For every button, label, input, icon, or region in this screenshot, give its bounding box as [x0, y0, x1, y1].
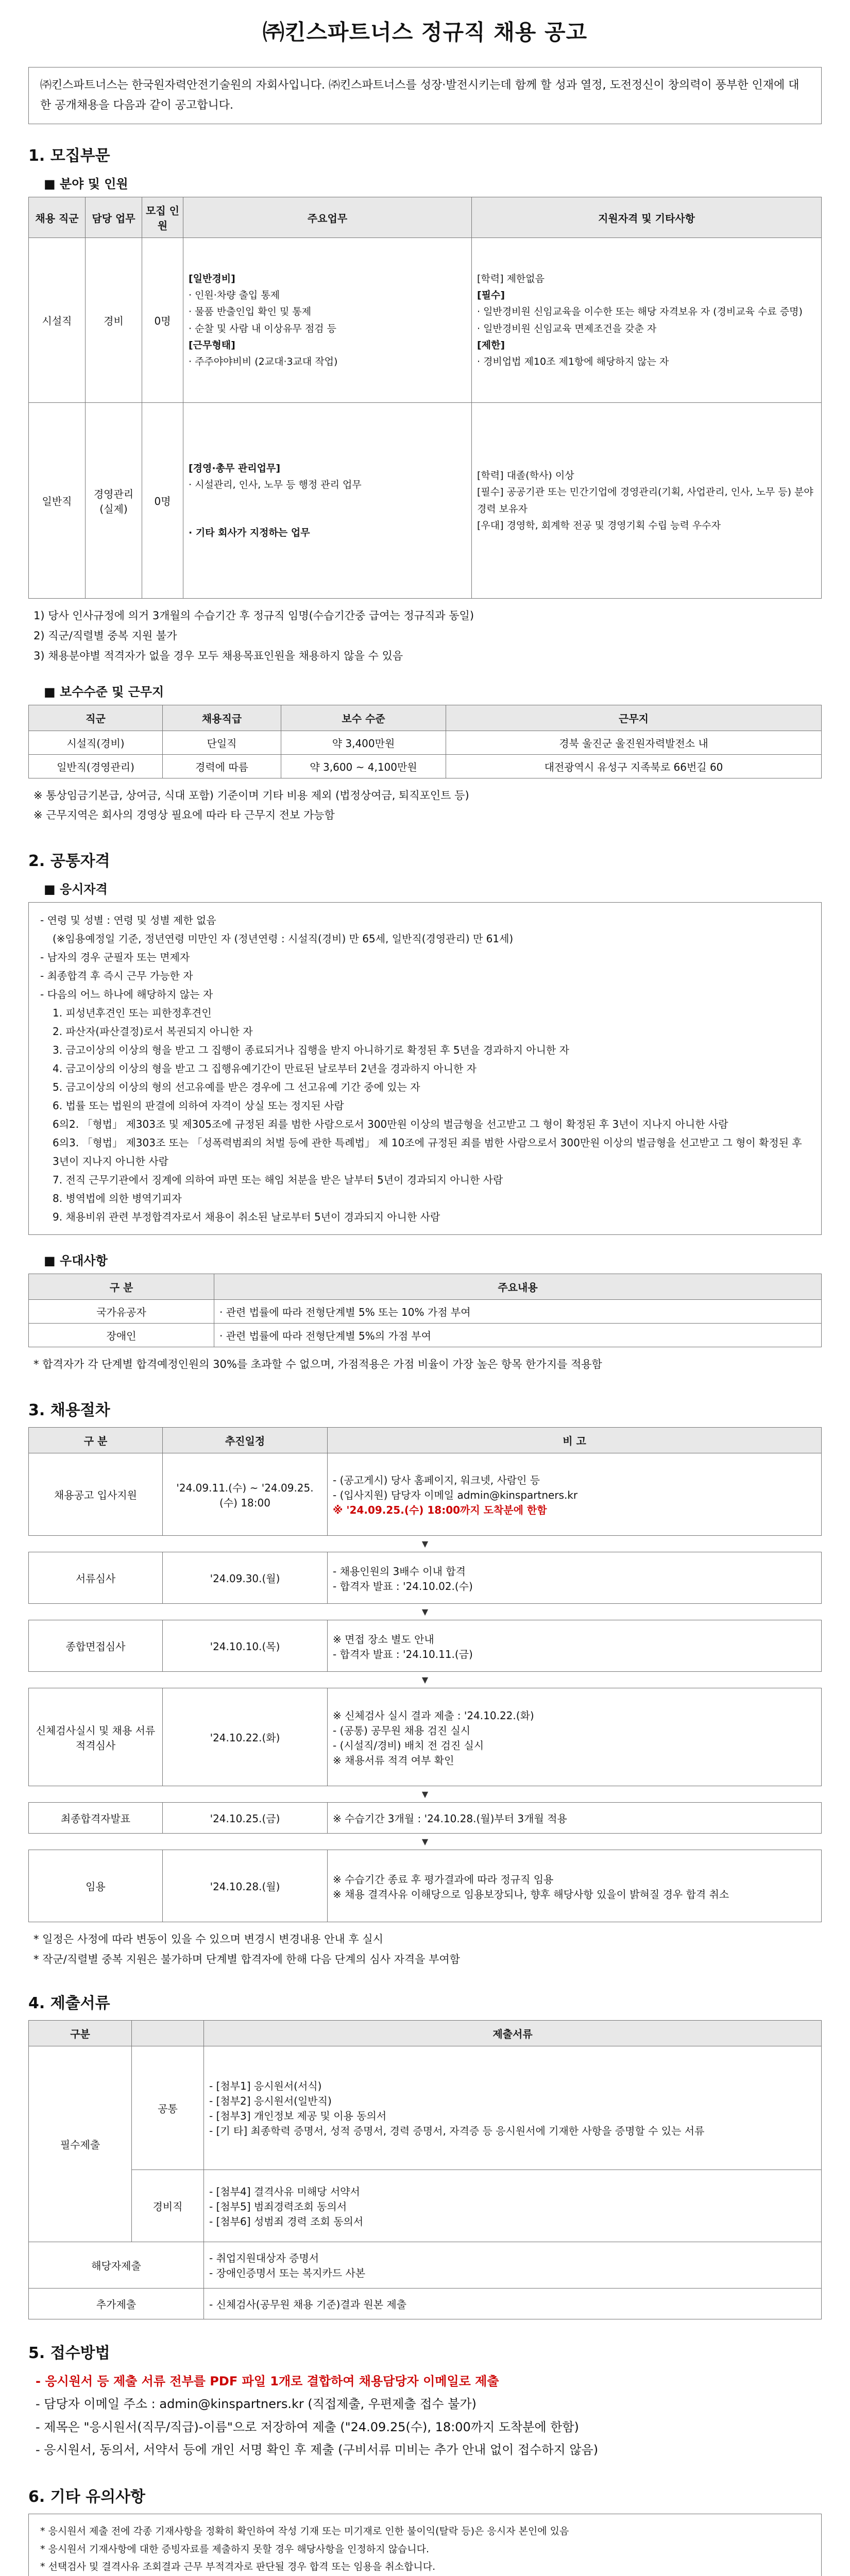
qual-item: - 남자의 경우 군필자 또는 면제자: [40, 951, 190, 964]
note-line: ※ 근무지역은 회사의 경영상 필요에 따라 타 근무지 전보 가능함: [33, 809, 335, 822]
doc-subgroup: 공통: [132, 2046, 204, 2170]
qual-line: [우대] 경영학, 회계학 전공 및 경영기획 수립 능력 우수자: [477, 519, 721, 531]
pay-cell: 일반직(경영관리): [29, 754, 163, 778]
qualification-box: [28, 902, 822, 1235]
pay-header: 보수 수준: [281, 705, 446, 731]
doc-item: - [첨부4] 결격사유 미해당 서약서: [209, 2185, 360, 2198]
doc-item: - 취업지원대상자 증명서: [209, 2252, 319, 2265]
table-row: [29, 1850, 822, 1922]
note-line: ※ 통상임금기본급, 상여금, 식대 포함) 기준이며 기타 비용 제외 (법정상여금, 퇴직포인트 등): [33, 789, 469, 802]
process-schedule: '24.10.10.(목): [163, 1620, 328, 1672]
duty-line: · 물품 반출인입 확인 및 통제: [189, 306, 312, 318]
pref-header: 주요내용: [214, 1274, 822, 1300]
qual-item: 6의2. 「형법」 제303조 및 제305조에 규정된 죄를 범한 사람으로서 300만원 이상의 벌금형을 선고받고 그 형이 확정된 후 3년이 지나지 아니한 사람: [53, 1118, 728, 1131]
recruit-header: 채용 직군: [29, 197, 86, 238]
table-row: [29, 731, 822, 754]
notice-item: * 응시원서 기재사항에 대한 증빙자료를 제출하지 못할 경우 해당사항을 인정하지 않습니다.: [40, 2543, 430, 2555]
doc-item: - 신체검사(공무원 채용 기준)결과 원본 제출: [204, 2288, 822, 2319]
note-line: - 채용인원의 3배수 이내 합격: [333, 1565, 466, 1578]
note-line: ※ 수습기간 종료 후 평가결과에 따라 정규직 임용: [333, 1873, 554, 1886]
note-line: - (입사지원) 담당자 이메일 admin@kinspartners.kr: [333, 1489, 578, 1502]
note-line: - 합격자 발표 : '24.10.11.(금): [333, 1648, 473, 1660]
qual-item: - 다음의 어느 하나에 해당하지 않는 자: [40, 988, 213, 1001]
down-arrow-icon: ▼: [421, 1837, 429, 1847]
recruit-group: 시설직: [29, 238, 86, 403]
process-stage: 서류심사: [29, 1552, 163, 1604]
recruit-header: 지원자격 및 기타사항: [472, 197, 822, 238]
doc-items: [204, 2242, 822, 2288]
table-row: [29, 2046, 822, 2170]
doc-group: 추가제출: [29, 2288, 204, 2319]
note-line: - (공통) 공무원 채용 검진 실시: [333, 1724, 471, 1737]
doc-header: 구분: [29, 2020, 132, 2046]
qual-item: 9. 채용비위 관련 부정합격자로서 채용이 취소된 날로부터 5년이 경과되지 아니한 사람: [53, 1211, 440, 1224]
doc-item: - 장애인증명서 또는 복지카드 사본: [209, 2267, 366, 2280]
duty-line: [일반경비]: [189, 273, 235, 284]
preference-table: [28, 1274, 822, 1347]
doc-group: 필수제출: [29, 2046, 132, 2242]
recruit-header: 모집 인원: [142, 197, 183, 238]
intro-box: ㈜킨스파트너스는 한국원자력안전기술원의 자회사입니다. ㈜킨스파트너스를 성장·발전시키는데 함께 할 성과 열정, 도전정신이 창의력이 풍부한 인재에 대한 공개채용을 다음과 같이 공고합니다.: [28, 67, 822, 124]
doc-items: [204, 2170, 822, 2242]
note-line: * 작군/직렬별 중복 지원은 불가하며 단계별 합격자에 한해 다음 단계의 심사 자격을 부여함: [33, 1953, 460, 1965]
pay-cell: 경북 울진군 울진원자력발전소 내: [446, 731, 822, 754]
process-notes: [328, 1453, 822, 1536]
doc-header: [132, 2020, 204, 2046]
process-schedule: '24.09.11.(수) ~ '24.09.25.(수) 18:00: [163, 1453, 328, 1536]
documents-table: [28, 2020, 822, 2319]
notice-item: * 응시원서 제출 전에 각종 기재사항을 정확히 확인하여 작성 기재 또는 미기재로 인한 불이익(탈락 등)은 응시자 본인에 있음: [40, 2526, 569, 2537]
qual-item: 3. 금고이상의 이상의 형을 받고 그 집행이 종료되거나 집행을 받지 아니하기로 확정된 후 5년을 경과하지 아니한 자: [53, 1044, 569, 1057]
qual-line: [학력] 대졸(학사) 이상: [477, 469, 574, 481]
process-table: [28, 1427, 822, 1922]
recruit-duties: [183, 403, 472, 599]
table-row: [29, 1552, 822, 1604]
note-line: - (시설직/경비) 배치 전 검진 실시: [333, 1739, 484, 1752]
pay-header: 근무지: [446, 705, 822, 731]
process-schedule: '24.09.30.(월): [163, 1552, 328, 1604]
apply-item: - 응시원서 등 제출 서류 전부를 PDF 파일 1개로 결합하여 채용담당자 이메일로 제출: [36, 2374, 499, 2388]
recruit-notes: [33, 606, 822, 666]
pay-cell: 약 3,600 ~ 4,100만원: [281, 754, 446, 778]
process-header: 구 분: [29, 1428, 163, 1453]
process-notes: [328, 1620, 822, 1672]
process-header: 비 고: [328, 1428, 822, 1453]
note-line: - 합격자 발표 : '24.10.02.(수): [333, 1580, 473, 1592]
down-arrow-icon: ▼: [421, 1675, 429, 1685]
note-line: ※ 면접 장소 별도 안내: [333, 1633, 434, 1646]
qual-line: [학력] 제한없음: [477, 273, 545, 284]
qual-line: · 일반경비원 신임교육 면제조건을 갖춘 자: [477, 323, 657, 334]
recruit-duties: [183, 238, 472, 403]
table-row: [29, 1453, 822, 1536]
pref-header: 구 분: [29, 1274, 214, 1300]
process-stage: 최종합격자발표: [29, 1803, 163, 1834]
process-schedule: '24.10.22.(화): [163, 1688, 328, 1786]
process-notes: [328, 1850, 822, 1922]
doc-item: - [첨부6] 성범죄 경력 조회 동의서: [209, 2215, 364, 2228]
qual-line: [필수] 공공기관 또는 민간기업에 경영관리(기획, 사업관리, 인사, 노무 등) 분야 경력 보유자: [477, 486, 813, 515]
recruit-group: 일반직: [29, 403, 86, 599]
table-row: [29, 1803, 822, 1834]
pay-cell: 약 3,400만원: [281, 731, 446, 754]
qual-item: 5. 금고이상의 이상의 형의 선고유예를 받은 경우에 그 선고유예 기간 중에 있는 자: [53, 1081, 420, 1094]
doc-item: - [첨부2] 응시원서(일반직): [209, 2095, 332, 2108]
note-line: ※ 채용서류 적격 여부 확인: [333, 1754, 454, 1767]
section-2-title: 2. 공통자격: [28, 852, 110, 871]
pref-cell: 국가유공자: [29, 1300, 214, 1324]
recruit-header: 담당 업무: [86, 197, 142, 238]
doc-items: [204, 2046, 822, 2170]
page-title: ㈜킨스파트너스 정규직 채용 공고: [262, 20, 588, 45]
pay-cell: 단일직: [163, 731, 281, 754]
apply-item: - 제목은 "응시원서(직무/직급)-이름"으로 저장하여 제출 ("24.09.25(수), 18:00까지 도착분에 한함): [36, 2419, 579, 2434]
table-row: [29, 2242, 822, 2288]
duty-line: [경영·총무 관리업무]: [189, 463, 281, 474]
apply-item: - 담당자 이메일 주소 : admin@kinspartners.kr (직접제출, 우편제출 접수 불가): [36, 2397, 477, 2412]
qual-item: (※임용예정일 기준, 정년연령 미만인 자 (정년연령 : 시설직(경비) 만 65세, 일반직(경영관리) 만 61세): [53, 933, 514, 945]
table-row: [29, 2288, 822, 2319]
duty-line: · 순찰 및 사람 내 이상유무 점검 등: [189, 323, 336, 334]
section-1-sub1: ■ 분야 및 인원: [44, 177, 128, 191]
process-stage: 신체검사실시 및 채용 서류 적격심사: [29, 1688, 163, 1786]
notice-item: * 선택검사 및 결격사유 조회결과 근무 부적격자로 판단될 경우 합격 또는 임용을 취소합니다.: [40, 2561, 436, 2572]
process-stage: 종합면접심사: [29, 1620, 163, 1672]
recruit-count: 0명: [142, 403, 183, 599]
pref-cell: · 관련 법률에 따라 전형단계별 5% 또는 10% 가점 부여: [214, 1300, 822, 1324]
doc-item: - [첨부3] 개인정보 제공 및 이용 동의서: [209, 2110, 387, 2123]
qual-item: - 최종합격 후 즉시 근무 가능한 자: [40, 970, 193, 982]
process-stage: 채용공고 입사지원: [29, 1453, 163, 1536]
section-4-title: 4. 제출서류: [28, 1994, 110, 2012]
qual-item: 4. 금고이상의 이상의 형을 받고 그 집행유예기간이 만료된 날로부터 2년을 경과하지 아니한 자: [53, 1062, 477, 1075]
qual-item: 7. 전직 근무기관에서 징계에 의하여 파면 또는 해임 처분을 받은 날부터 5년이 경과되지 아니한 사람: [53, 1174, 503, 1187]
duty-line: · 주주야야비비 (2교대·3교대 작업): [189, 356, 338, 368]
table-row: [29, 1300, 822, 1324]
table-row: [29, 2170, 822, 2242]
qual-line: [제한]: [477, 339, 505, 351]
recruit-header: 주요업무: [183, 197, 472, 238]
note-line: - (공고게시) 당사 홈페이지, 워크넷, 사람인 등: [333, 1474, 540, 1487]
note-line: ※ '24.09.25.(수) 18:00까지 도착분에 한함: [333, 1504, 547, 1517]
pref-note: * 합격자가 각 단계별 합격예정인원의 30%를 초과할 수 없으며, 가점적용은 가점 비율이 가장 높은 항목 한가지를 적용함: [33, 1358, 602, 1371]
section-1-sub2: ■ 보수수준 및 근무지: [44, 684, 164, 699]
notice-box: [28, 2514, 822, 2576]
doc-item: - [첨부1] 응시원서(서식): [209, 2080, 322, 2093]
pref-cell: 장애인: [29, 1324, 214, 1347]
note-line: ※ 신체검사 실시 결과 제출 : '24.10.22.(화): [333, 1709, 534, 1722]
pay-cell: 시설직(경비): [29, 731, 163, 754]
pay-cell: 대전광역시 유성구 지족북로 66번길 60: [446, 754, 822, 778]
recruit-quals: [472, 403, 822, 599]
process-notes-footer: [33, 1929, 822, 1970]
section-2-sub1: ■ 응시자격: [44, 882, 108, 897]
section-2-sub2: ■ 우대사항: [44, 1253, 108, 1268]
recruit-job: 경비: [86, 238, 142, 403]
pay-notes: [33, 786, 822, 826]
qual-item: 1. 피성년후견인 또는 피한정후견인: [53, 1007, 212, 1020]
pay-header: 직군: [29, 705, 163, 731]
qual-item: 6. 법률 또는 법원의 판결에 의하여 자격이 상실 또는 정지된 사람: [53, 1099, 344, 1112]
duty-line: · 기타 회사가 지정하는 업무: [189, 527, 310, 538]
duty-line: · 시설관리, 인사, 노무 등 행정 관리 업무: [189, 479, 362, 491]
section-1-title: 1. 모집부문: [28, 147, 110, 165]
section-6-title: 6. 기타 유의사항: [28, 2488, 146, 2506]
process-schedule: '24.10.25.(금): [163, 1803, 328, 1834]
table-row: [29, 238, 822, 403]
process-header: 추진일정: [163, 1428, 328, 1453]
note-line: 3) 채용분야별 적격자가 없을 경우 모두 채용목표인원을 채용하지 않을 수 있음: [33, 649, 403, 662]
table-row: [29, 754, 822, 778]
qual-line: · 경비업법 제10조 제1항에 해당하지 않는 자: [477, 356, 669, 368]
doc-item: - [기 타] 최종학력 증명서, 성적 증명서, 경력 증명서, 자격증 등 응시원서에 기재한 사항을 증명할 수 있는 서류: [209, 2125, 705, 2138]
pay-header: 채용직급: [163, 705, 281, 731]
recruit-table: [28, 197, 822, 599]
doc-subgroup: 경비직: [132, 2170, 204, 2242]
doc-group: 해당자제출: [29, 2242, 204, 2288]
down-arrow-icon: ▼: [421, 1539, 429, 1549]
qual-item: - 연령 및 성별 : 연령 및 성별 제한 없음: [40, 914, 216, 927]
process-notes: ※ 수습기간 3개월 : '24.10.28.(월)부터 3개월 적용: [328, 1803, 822, 1834]
apply-list: [28, 2370, 822, 2462]
recruit-job: 경영관리 (실제): [86, 403, 142, 599]
recruit-quals: [472, 238, 822, 403]
pay-table: [28, 705, 822, 778]
down-arrow-icon: ▼: [421, 1607, 429, 1617]
duty-line: · 인원·차량 출입 통제: [189, 289, 280, 301]
note-line: * 일정은 사정에 따라 변동이 있을 수 있으며 변경시 변경내용 안내 후 실시: [33, 1933, 383, 1946]
process-notes: [328, 1688, 822, 1786]
process-stage: 임용: [29, 1850, 163, 1922]
note-line: 2) 직군/직렬별 중복 지원 불가: [33, 629, 177, 642]
down-arrow-icon: ▼: [421, 1789, 429, 1800]
qual-item: 6의3. 「형법」 제303조 또는 「성폭력범죄의 처벌 등에 관한 특례법」 제 10조에 규정된 죄를 범한 사람으로서 300만원 이상의 벌금형을 선고받고 그 형이 확정된 후 3년이 지나지 아니한 사람: [53, 1137, 802, 1168]
qual-line: · 일반경비원 신임교육을 이수한 또는 해당 자격보유 자 (경비교육 수료 증명): [477, 306, 803, 318]
table-row: [29, 1688, 822, 1786]
qual-item: 8. 병역법에 의한 병역기피자: [53, 1192, 182, 1205]
duty-line: [근무형태]: [189, 339, 235, 351]
pay-cell: 경력에 따름: [163, 754, 281, 778]
process-schedule: '24.10.28.(월): [163, 1850, 328, 1922]
doc-item: - [첨부5] 범죄경력조회 동의서: [209, 2200, 347, 2213]
section-3-title: 3. 채용절차: [28, 1401, 110, 1420]
table-row: [29, 1620, 822, 1672]
table-row: [29, 403, 822, 599]
qual-line: [필수]: [477, 289, 505, 301]
process-notes: [328, 1552, 822, 1604]
qual-item: 2. 파산자(파산결정)로서 복권되지 아니한 자: [53, 1025, 253, 1038]
apply-item: - 응시원서, 동의서, 서약서 등에 개인 서명 확인 후 제출 (구비서류 미비는 추가 안내 없이 접수하지 않음): [36, 2442, 599, 2457]
note-line: ※ 채용 결격사유 이해당으로 임용보장되나, 향후 해당사항 있을이 밝혀질 경우 합격 취소: [333, 1888, 729, 1901]
pref-cell: · 관련 법률에 따라 전형단계별 5%의 가점 부여: [214, 1324, 822, 1347]
table-row: [29, 1324, 822, 1347]
note-line: 1) 당사 인사규정에 의거 3개월의 수습기간 후 정규직 임명(수습기간중 급여는 정규직과 동일): [33, 609, 474, 622]
recruit-count: 0명: [142, 238, 183, 403]
doc-header: 제출서류: [204, 2020, 822, 2046]
section-5-title: 5. 접수방법: [28, 2344, 110, 2362]
